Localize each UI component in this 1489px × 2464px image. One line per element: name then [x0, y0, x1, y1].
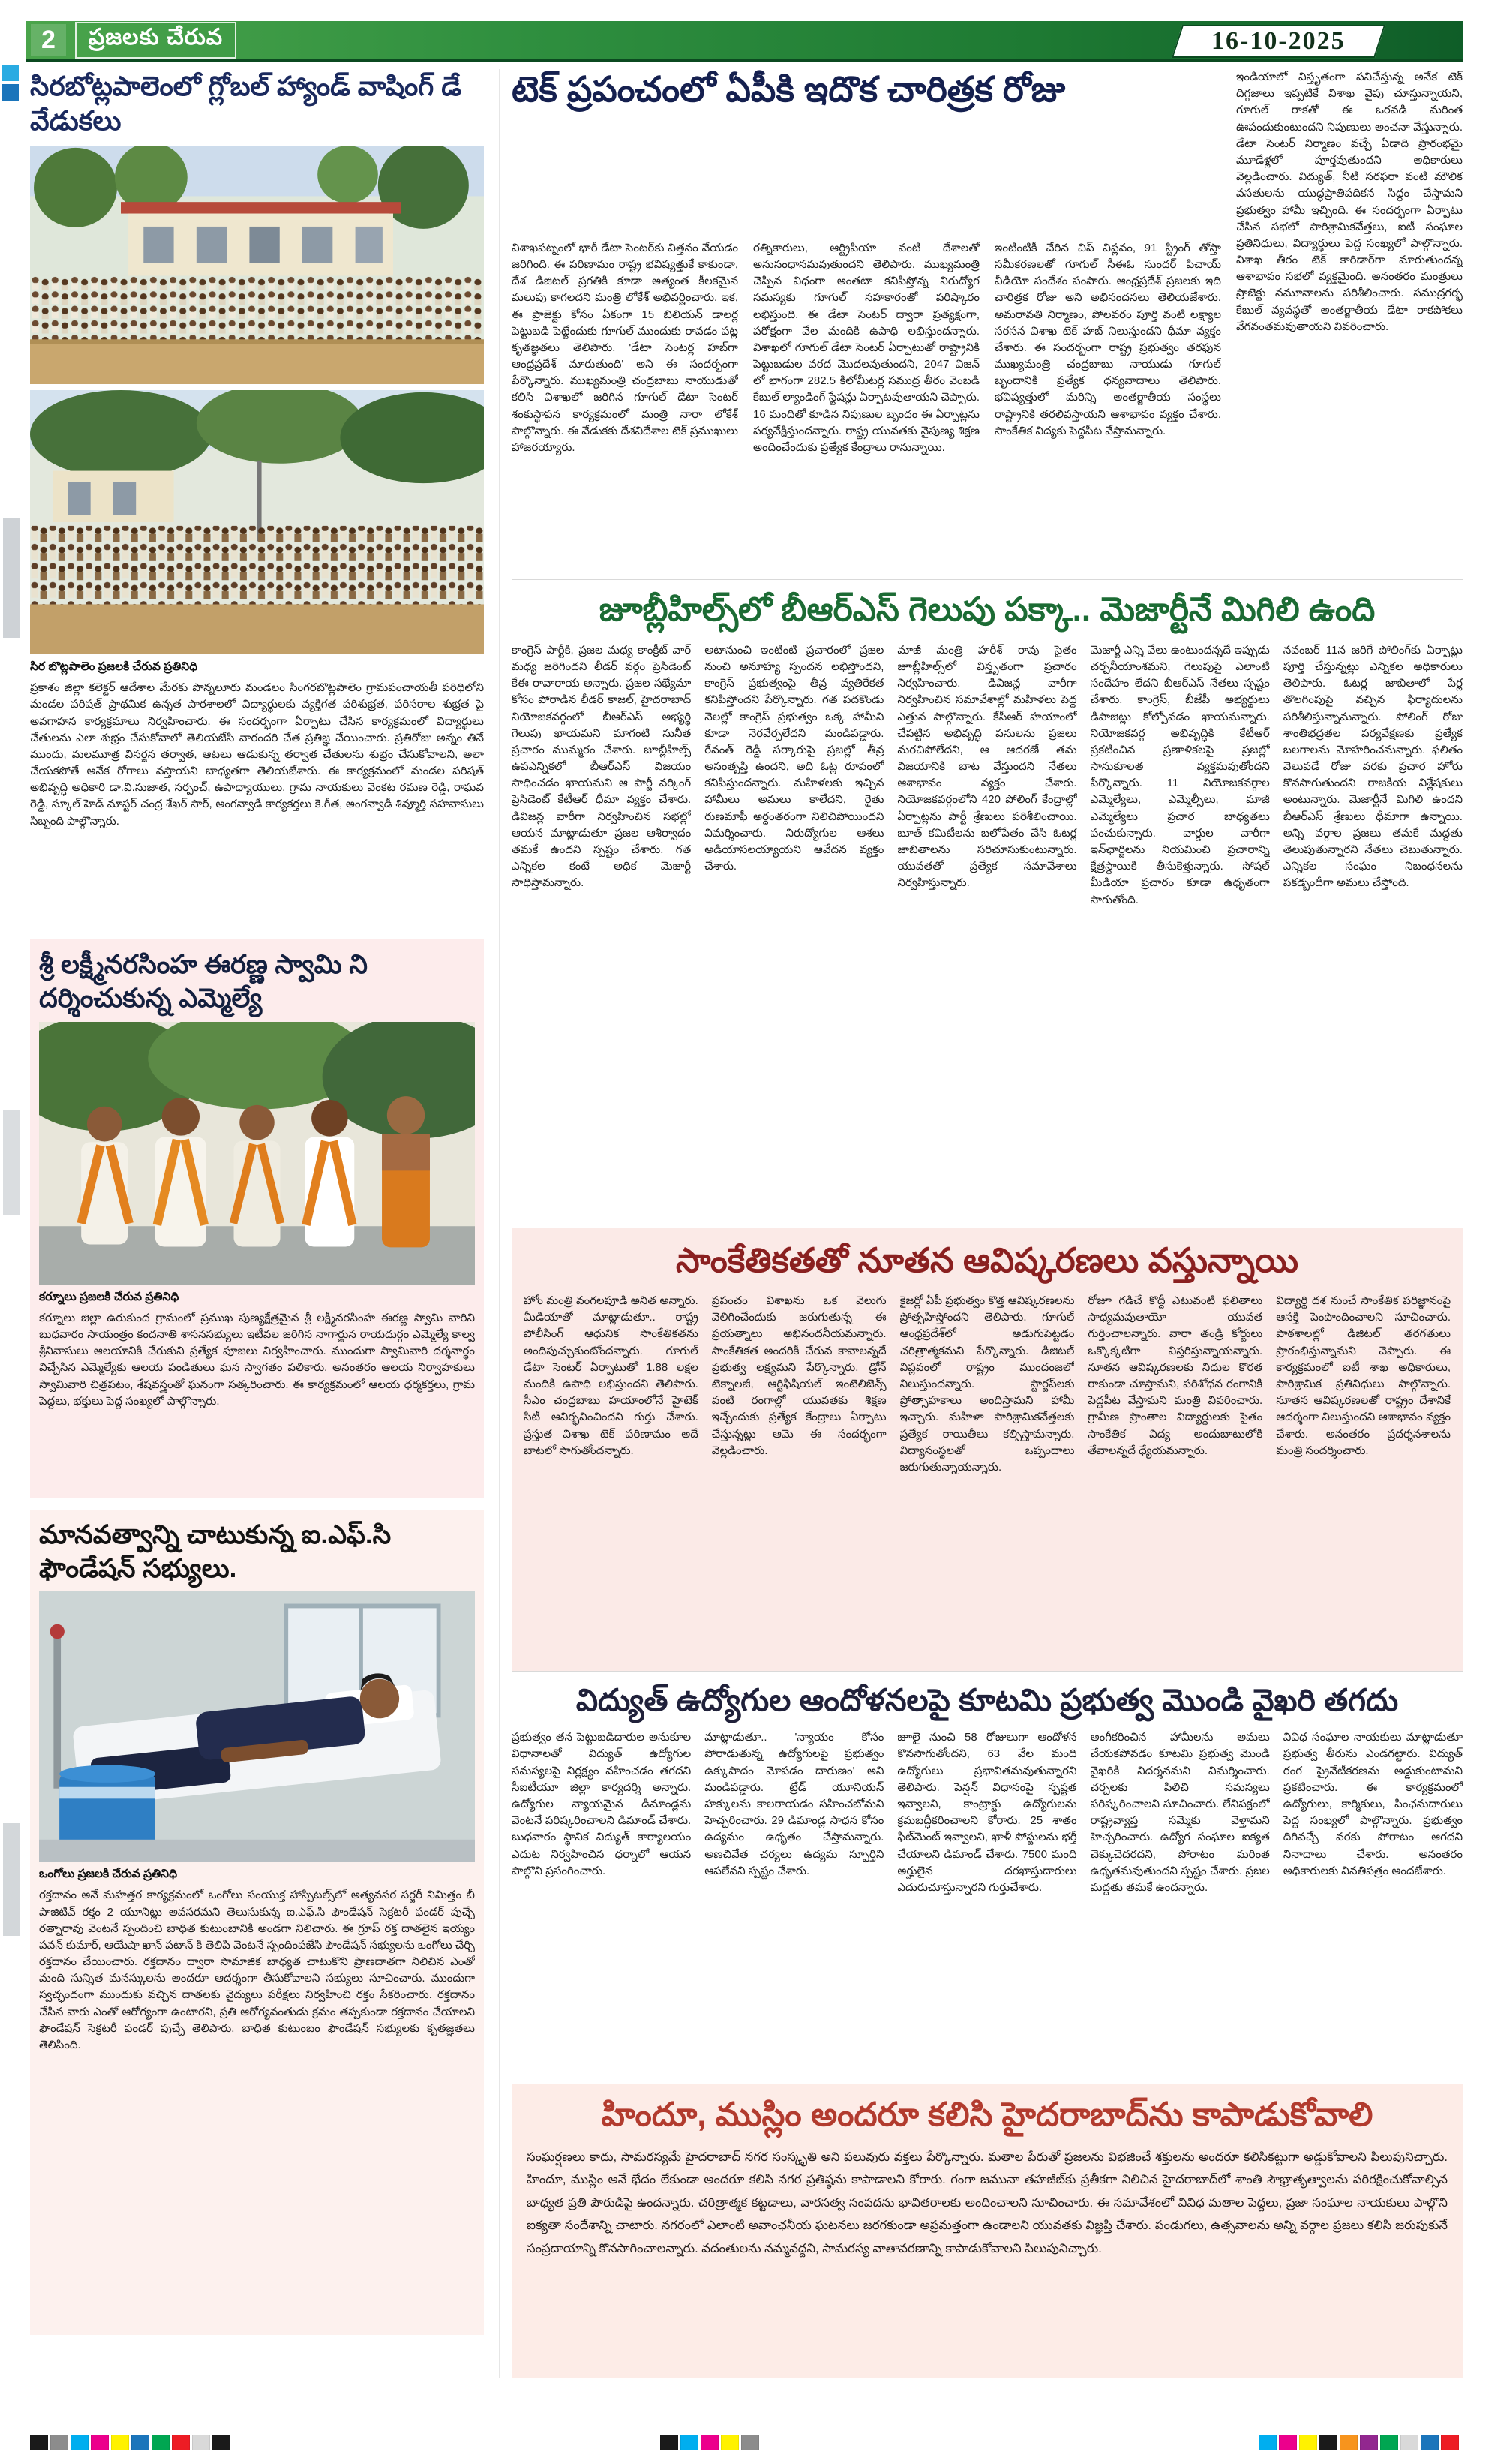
print-color-bar-left — [30, 2435, 230, 2450]
article-handwash-byline: సిర బొట్లపాలెం ప్రజలకి చేరువ ప్రతినిధి — [30, 660, 198, 674]
article-tech-col-2: రత్నికారులు, ఆర్ట్రిపియా వంటి దేశాలతో అనుసంధానమవుతుందని తెలిపారు. ముఖ్యమంత్రి చెప్పిన విధంగా అంతటా కనిపిస్తోన్న నిరుద్యోగ సమస్యకు గూగుల్ సహకారంతో పరిష్కారం లభిస్తుంది. ఈ డేటా సెంటర్ ద్వారా ప్రత్యక్షంగా, పరోక్షంగా వేల మందికి ఉపాధి లభిస్తుందన్నారు. విశాఖలో గూగుల్ డేటా సెంటర్ ఏర్పాటుతో రాష్ట్రానికి పెట్టుబడుల వరద మొదలవుతుందని, 2047 విజన్ లో భాగంగా 282.5 కిలోమీటర్ల సముద్ర తీరం వెంబడి కేబుల్ ల్యాండింగ్ స్టేషన్లు ఏర్పాటవుతాయని చెప్పారు. 16 మందితో కూడిన నిపుణుల బృందం ఈ ఏర్పాట్లను పర్యవేక్షిస్తుందన్నారు. రాష్ట్ర యువతకు నైపుణ్య శిక్షణ అందించేందుకు ప్రత్యేక కేంద్రాలు రానున్నాయి. — [753, 241, 980, 455]
photo-mla-garlands — [39, 1022, 475, 1285]
article-brs-col-5: నవంబర్ 11న జరిగే పోలింగ్‌కు ఏర్పాట్లు పూర్తి చేస్తున్నట్లు ఎన్నికల అధికారులు తెలిపారు. ఓటర్ల జాబితాలో పేర్ల తొలగింపుపై వచ్చిన ఫిర్యాదులను పరిశీలిస్తున్నామన్నారు. పోలింగ్ రోజు శాంతిభద్రతల పర్యవేక్షణకు ప్రత్యేక బలగాలను మోహరించనున్నారు. ఫలితం వెలువడే రోజు వరకు ప్రచార హోరు కొనసాగుతుందని రాజకీయ విశ్లేషకులు అంటున్నారు. మెజార్టీనే మిగిలి ఉందని బీఆర్ఎస్ శ్రేణులు ధీమాగా ఉన్నాయి. అన్ని వర్గాల ప్రజలు తమకే మద్దతు తెలుపుతున్నారని నేతలు చెబుతున్నారు. ఎన్నికల సంఘం నిబంధనలను పకడ్బందీగా అమలు చేస్తోంది. — [1283, 643, 1463, 890]
article-innovation-headline: సాంకేతికతతో నూతన ఆవిష్కరణలు వస్తున్నాయి — [675, 1241, 1298, 1279]
newspaper-masthead: ప్రజలకు చేరువ — [75, 22, 236, 59]
article-hyderabad-headline: హిందూ, ముస్లిం అందరూ కలిసి హైదరాబాద్‌ను కాపాడుకోవాలి — [601, 2096, 1373, 2133]
edge-gray-mark — [3, 1110, 20, 1215]
masthead-bar — [26, 21, 1463, 62]
article-blood-donation — [30, 1510, 484, 2336]
article-hyderabad-unity — [512, 2084, 1463, 2378]
article-blood-headline: మానవత్వాన్ని చాటుకున్న ఐ.ఎఫ్.సి ఫౌండేషన్ సభ్యులు. — [39, 1519, 392, 1583]
article-power — [512, 1671, 1463, 2084]
article-innovation-col-3: కైజర్లో ఏపీ ప్రభుత్వం కొత్త ఆవిష్కరణలను ప్రోత్సహిస్తోందని తెలిపారు. గూగుల్ ఆంధ్రప్రదేశ్‌లో అడుగుపెట్టడం చరిత్రాత్మకమని పేర్కొన్నారు. డిజిటల్ విప్లవంలో రాష్ట్రం ముందంజలో నిలుస్తుందన్నారు. స్టార్టప్‌లకు ప్రోత్సాహకాలు అందిస్తామని హామీ ఇచ్చారు. మహిళా పారిశ్రామికవేత్తలకు ప్రత్యేక రాయితీలు కల్పిస్తామన్నారు. విద్యాసంస్థలతో ఒప్పందాలు జరుగుతున్నాయన్నారు. — [899, 1294, 1075, 1474]
article-hyderabad-body: సంఘర్షణలు కాదు, సామరస్యమే హైదరాబాద్ నగర సంస్కృతి అని పలువురు వక్తలు పేర్కొన్నారు. మతాల పేరుతో ప్రజలను విభజించే శక్తులను అందరూ కలిసికట్టుగా అడ్డుకోవాలని పిలుపునిచ్చారు. హిందూ, ముస్లిం అనే భేదం లేకుండా అందరూ కలిసి నగర ప్రతిష్ఠను కాపాడాలని కోరారు. గంగా జమునా తహజీబ్‌కు ప్రతీకగా నిలిచిన హైదరాబాద్‌లో శాంతి సౌభ్రాతృత్వాలను పరిరక్షించుకోవాల్సిన బాధ్యత ప్రతి పౌరుడిపై ఉందన్నారు. చరిత్రాత్మక కట్టడాలు, వారసత్వ సంపదను భావితరాలకు అందించాలని సూచించారు. ఈ సమావేశంలో వివిధ మతాల పెద్దలు, ప్రజా సంఘాల నాయకులు పాల్గొని ఐక్యతా సందేశాన్ని చాటారు. నగరంలో ఎలాంటి అవాంఛనీయ ఘటనలు జరగకుండా అప్రమత్తంగా ఉండాలని యువతకు విజ్ఞప్తి చేశారు. పండుగలు, ఉత్సవాలను అన్ని వర్గాల ప్రజలు కలిసి జరుపుకునే సంప్రదాయాన్ని కొనసాగించాలన్నారు. వదంతులను నమ్మవద్దని, సామరస్య వాతావరణాన్ని కాపాడుకోవాలని పిలుపునిచ్చారు. — [527, 2150, 1448, 2255]
article-tech-col-4: ఇండియాలో విస్తృతంగా పనిచేస్తున్న అనేక టెక్ దిగ్గజాలు ఇప్పటికే విశాఖ వైపు చూస్తున్నాయని, గూగుల్ రాకతో ఈ ఒరవడి మరింత ఊపందుకుంటుందని నిపుణులు అంచనా వేస్తున్నారు. డేటా సెంటర్ నిర్మాణం వచ్చే ఏడాది ప్రారంభమై మూడేళ్లలో పూర్తవుతుందని అధికారులు వెల్లడించారు. విద్యుత్, నీటి సరఫరా వంటి మౌలిక వసతులను యుద్ధప్రాతిపదికన సిద్ధం చేస్తామని ప్రభుత్వం హామీ ఇచ్చింది. ఈ సందర్భంగా ఏర్పాటు చేసిన సభలో పారిశ్రామికవేత్తలు, ఐటీ సంఘాల ప్రతినిధులు, విద్యార్థులు పెద్ద సంఖ్యలో పాల్గొన్నారు. విశాఖ తీరం టెక్ కారిడార్‌గా మారుతుందన్న ఆశాభావం సభలో వ్యక్తమైంది. అనంతరం మంత్రులు ప్రాజెక్టు నమూనాలను పరిశీలించారు. సముద్రగర్భ కేబుల్ వ్యవస్థతో అంతర్జాతీయ డేటా రాకపోకలు వేగవంతమవుతాయని వివరించారు. — [1236, 71, 1463, 333]
article-temple-body: కర్నూలు జిల్లా ఉరుకుంద గ్రామంలో ప్రముఖ పుణ్యక్షేత్రమైన శ్రీ లక్ష్మీనరసింహ ఈరణ్ణ స్వామి వారిని బుధవారం సాయంత్రం కందనాతి శాసనసభ్యులు ఇటీవల జరిగిన నాగార్జున రాయదుర్గం ఎమ్మెల్యే కాల్వ శ్రీనివాసులు ఆలయానికి చేరుకుని ప్రత్యేక పూజలు నిర్వహించారు. ముందుగా స్వామివారి దర్శనార్థం విచ్చేసిన ఎమ్మెల్యేకు ఆలయ పండితులు ఘన స్వాగతం పలికారు. అనంతరం ఆలయ నిర్వాహకులు స్వామివారి చిత్రపటం, శేషవస్త్రంతో ఘనంగా సత్కరించారు. ఈ కార్యక్రమంలో ఆలయ ధర్మకర్తలు, గ్రామ పెద్దలు, భక్తులు పెద్ద సంఖ్యలో పాల్గొన్నారు. — [39, 1311, 475, 1408]
article-innovation-col-5: విద్యార్థి దశ నుంచే సాంకేతిక పరిజ్ఞానంపై ఆసక్తి పెంపొందించాలని సూచించారు. పాఠశాలల్లో డిజిటల్ తరగతులు ప్రారంభిస్తున్నామని చెప్పారు. ఈ కార్యక్రమంలో ఐటీ శాఖ అధికారులు, పారిశ్రామిక ప్రతినిధులు పాల్గొన్నారు. నూతన ఆవిష్కరణలతో రాష్ట్రం దేశానికే ఆదర్శంగా నిలుస్తుందని ఆశాభావం వ్యక్తం చేశారు. అనంతరం ప్రదర్శనశాలను మంత్రి సందర్శించారు. — [1276, 1294, 1451, 1457]
article-temple-byline: కర్నూలు ప్రజలకి చేరువ ప్రతినిధి — [39, 1290, 179, 1303]
article-power-col-1: ప్రభుత్వం తన పెట్టుబడిదారుల అనుకూల విధానాలతో విద్యుత్ ఉద్యోగుల సమస్యలపై నిర్లక్ష్యం వహించడం తగదని సీఐటీయూ జిల్లా కార్యదర్శి అన్నారు. ఉద్యోగుల న్యాయమైన డిమాండ్లను వెంటనే పరిష్కరించాలని డిమాండ్ చేశారు. బుధవారం స్థానిక విద్యుత్ కార్యాలయం ఎదుట నిర్వహించిన ధర్నాలో ఆయన పాల్గొని ప్రసంగించారు. — [512, 1731, 692, 1877]
photo-school-assembly — [30, 146, 484, 384]
article-innovation — [512, 1228, 1463, 1671]
edge-gray-mark — [3, 518, 20, 638]
article-handwash — [30, 69, 484, 927]
article-blood-body: రక్తదానం అనే మహత్తర కార్యక్రమంలో ఒంగోలు సంయుక్త హాస్పిటల్స్‌లో అత్యవసర సర్జరీ నిమిత్తం బీ పాజిటివ్ రక్తం 2 యూనిట్లు అవసరమని తెలుసుకున్న ఐ.ఎఫ్.సి ఫౌండేషన్ సెక్రటరీ ఫండర్ పుచ్చే రత్నారావు వెంటనే స్పందించి బాధిత కుటుంబానికి అండగా నిలిచారు. ఈ గ్రూప్ రక్త దాతలైన ఇయ్యం పవన్ కుమార్, ఆయేషా ఖాన్ పటాన్ కి తెలిపి వెంటనే స్పందింపజేసి ఫౌండేషన్ సభ్యులను ఒంగోలు చేర్చి రక్తదానం చేయించారు. రక్తదానం ద్వారా సామాజిక బాధ్యత చాటుకొని ప్రాణదాతగా నిలిచిన ఎంతో మంది సున్నిత మనస్కులను అందరూ ఆదర్శంగా తీసుకోవాలని సభ్యులు సూచించారు. ముందుగా స్వచ్ఛందంగా ముందుకు వచ్చిన దాతలకు వైద్యులు పరీక్షలు నిర్వహించి రక్తం సేకరించారు. రక్తదానం చేసిన వారు ఎంతో ఆరోగ్యంగా ఉంటారని, ప్రతి ఆరోగ్యవంతుడు క్రమం తప్పకుండా రక్తదానం చేయాలని ఫౌండేషన్ సెక్రటరీ ఫండర్ పుచ్చే తెలిపారు. బాధిత కుటుంబం ఫౌండేషన్ సభ్యులకు కృతజ్ఞతలు తెలిపింది. — [39, 1889, 475, 2052]
article-temple-visit — [30, 939, 484, 1498]
article-innovation-col-1: హోం మంత్రి వంగలపూడి అనిత అన్నారు. మీడియాతో మాట్లాడుతూ.. రాష్ట్ర పోలీసింగ్ ఆధునిక సాంకేతికతను అందిపుచ్చుకుంటోందన్నారు. గూగుల్ డేటా సెంటర్ ఏర్పాటుతో 1.88 లక్షల మందికి ఉపాధి లభిస్తుందని తెలిపారు. సీఎం చంద్రబాబు హయాంలోనే హైటెక్ సిటీ ఆవిర్భవించిందని గుర్తు చేశారు. ప్రస్తుత విశాఖ టెక్ పరిణామం అదే బాటలో సాగుతోందన్నారు. — [524, 1294, 698, 1457]
print-color-bar-center — [660, 2435, 759, 2450]
article-handwash-body: ప్రకాశం జిల్లా కలెక్టర్ ఆదేశాల మేరకు పొన్నలూరు మండలం సింగరబొట్లపాలెం గ్రామపంచాయతీ పరిధిలోని మండల పరిషత్ ప్రాథమిక ఉన్నత పాఠశాలలో విద్యార్థులకు వ్యక్తిగత పరిశుభ్రత, పరిసరాల శుభ్రత పై అవగాహన కార్యక్రమాలు నిర్వహించారు. ఈ సందర్భంగా ఏర్పాటు చేసిన కార్యక్రమంలో విద్యార్థులు చేతులను ఎలా శుభ్రం చేసుకోవాలో తెలియజేసి వారందరి చేత ప్రతిజ్ఞ చేయించారు. ప్రతిరోజు అన్నం తినే ముందు, మలమూత్ర విసర్జన తర్వాత, ఆటలు ఆడుకున్న తర్వాత చేతులను శుభ్రం చేసుకోవాలని, అలా చేయకపోతే అనేక రోగాలు వస్తాయని బాధ్యతగా తెలియజేశారు. ఈ కార్యక్రమంలో మండల పరిషత్ అభివృద్ధి అధికారి డా.వి.సుజాత, సర్పంచ్, ఉపాధ్యాయులు, గ్రామ నాయకులు వెంకట రమణ రెడ్డి, రాఘవ రెడ్డి, స్కూల్ హెడ్ మాస్టర్ చంద్ర శేఖర్ సార్, అంగన్వాడీ కార్యకర్తలు కె.గీత, అంగన్వాడీ శివ్మూర్తి సహవాసులు సిబ్బంది పాల్గొన్నారు. — [30, 681, 484, 828]
article-brs-col-4: మెజార్టీ ఎన్ని వేలు ఉంటుందన్నదే ఇప్పుడు చర్చనీయాంశమని, గెలుపుపై ఎలాంటి సందేహం లేదని బీఆర్ఎస్ నేతలు స్పష్టం చేశారు. కాంగ్రెస్, బీజేపీ అభ్యర్థులు డిపాజిట్లు కోల్పోవడం ఖాయమన్నారు. నియోజకవర్గ అభివృద్ధికి కేటీఆర్ ప్రకటించిన ప్రణాళికలపై ప్రజల్లో సానుకూలత వ్యక్తమవుతోందని పేర్కొన్నారు. 11 నియోజకవర్గాల ఎమ్మెల్యేలు, ఎమ్మెల్సీలు, మాజీ ఎమ్మెల్యేలు ప్రచార బాధ్యతలు పంచుకున్నారు. వార్డుల వారీగా ఇన్‌ఛార్జిలను నియమించి ప్రచారాన్ని క్షేత్రస్థాయికి తీసుకెళ్తున్నారు. సోషల్ మీడియా ప్రచారం కూడా ఉధృతంగా సాగుతోంది. — [1090, 643, 1270, 906]
edge-color-swatches — [2, 65, 19, 101]
article-brs-col-2: అటానుంచి ఇంటింటి ప్రచారంలో ప్రజల నుంచి అనూహ్య స్పందన లభిస్తోందని, కాంగ్రెస్ ప్రభుత్వంపై తీవ్ర వ్యతిరేకత కనిపిస్తోందని పేర్కొన్నారు. గత పదకొండు నెలల్లో కాంగ్రెస్ ప్రభుత్వం ఒక్క హామీని కూడా నెరవేర్చలేదని మండిపడ్డారు. రేవంత్ రెడ్డి సర్కారుపై ప్రజల్లో తీవ్ర అసంతృప్తి ఉందని, అది ఓట్ల రూపంలో కనిపిస్తుందన్నారు. మహిళలకు ఇచ్చిన హామీలు అమలు కాలేదని, రైతు రుణమాఫీ అర్ధంతరంగా నిలిచిపోయిందని విమర్శించారు. నిరుద్యోగుల ఆశలు అడియాసలయ్యాయని ఆవేదన వ్యక్తం చేశారు. — [704, 643, 884, 873]
article-temple-headline: శ్రీ లక్ష్మీనరసింహ ఈరణ్ణ స్వామి ని దర్శించుకున్న ఎమ్మెల్యే — [39, 950, 368, 1013]
article-power-col-2: మాట్లాడుతూ.. 'న్యాయం కోసం పోరాడుతున్న ఉద్యోగులపై ప్రభుత్వం ఉక్కుపాదం మోపడం దారుణం' అని మండిపడ్డారు. ట్రేడ్ యూనియన్ హక్కులను కాలరాయడం సహించబోమని హెచ్చరించారు. 29 డిమాండ్ల సాధన కోసం ఉద్యమం ఉధృతం చేస్తామన్నారు. అణచివేత చర్యలు ఉద్యమ స్ఫూర్తిని ఆపలేవని స్పష్టం చేశారు. — [704, 1731, 884, 1877]
article-power-col-5: వివిధ సంఘాల నాయకులు మాట్లాడుతూ ప్రభుత్వ తీరును ఎండగట్టారు. విద్యుత్ రంగ ప్రైవేటీకరణను అడ్డుకుంటామని ప్రకటించారు. ఈ కార్యక్రమంలో ఉద్యోగులు, కార్మికులు, పింఛనుదారులు పెద్ద సంఖ్యలో పాల్గొన్నారు. ప్రభుత్వం దిగివచ్చే వరకు పోరాటం ఆగదని నినాదాలు చేశారు. అనంతరం అధికారులకు వినతిపత్రం అందజేశారు. — [1283, 1731, 1463, 1877]
main-column — [499, 69, 1463, 2378]
article-brs — [512, 579, 1463, 1228]
article-blood-byline: ఒంగోలు ప్రజలకి చేరువ ప్రతినిధి — [39, 1868, 178, 1881]
edge-gray-mark — [3, 1823, 20, 1936]
article-brs-headline: జూబ్లీహిల్స్‌లో బీఆర్ఎస్ గెలుపు పక్కా.. మెజార్టీనే మిగిలి ఉంది — [599, 591, 1376, 628]
article-power-col-3: జూలై నుంచి 58 రోజులుగా ఆందోళన కొనసాగుతోందని, 63 వేల మంది ఉద్యోగులు ప్రభావితమవుతున్నారని తెలిపారు. పెన్షన్ విధానంపై స్పష్టత ఇవ్వాలని, కాంట్రాక్టు ఉద్యోగులను క్రమబద్ధీకరించాలని కోరారు. 25 శాతం ఫిట్‌మెంట్ ఇవ్వాలని, ఖాళీ పోస్టులను భర్తీ చేయాలని డిమాండ్ చేశారు. 7500 మంది అర్హులైన దరఖాస్తుదారులు ఎదురుచూస్తున్నారని గుర్తుచేశారు. — [897, 1731, 1077, 1894]
article-tech-headline: టెక్ ప్రపంచంలో ఏపీకి ఇదొక చారిత్రక రోజు — [512, 69, 1066, 109]
article-tech — [512, 69, 1463, 579]
left-column — [30, 69, 484, 2335]
print-color-bar-right — [1259, 2435, 1459, 2450]
article-handwash-headline: సిరబోట్లపాలెంలో గ్లోబల్ హ్యాండ్ వాషింగ్ డే వేడుకలు — [30, 71, 461, 137]
photo-students-lineup — [30, 390, 484, 654]
article-innovation-col-2: ప్రపంచం విశాఖను ఒక వెలుగు వెలిగించేందుకు జరుగుతున్న ఈ ప్రయత్నాలు అభినందనీయమన్నారు. సాంకేతికత అందరికీ చేరువ కావాలన్నదే ప్రభుత్వ లక్ష్యమని పేర్కొన్నారు. డ్రోన్ టెక్నాలజీ, ఆర్టిఫిషియల్ ఇంటెలిజెన్స్ వంటి రంగాల్లో యువతకు శిక్షణ ఇచ్చేందుకు ప్రత్యేక కేంద్రాలు ఏర్పాటు చేస్తున్నట్లు ఆమె ఈ సందర్భంగా వెల్లడించారు. — [711, 1294, 887, 1457]
article-tech-col-3: ఇంటింటికీ చేరిన చిప్ విప్లవం, 91 స్ట్రింగ్ తోస్తా సమీకరణలతో గూగుల్ సీఈఓ సుందర్ పిచాయ్ వీడియో సందేశం పంపారు. ఆంధ్రప్రదేశ్ ప్రజలకు ఇది చారిత్రక రోజు అని అభినందనలు తెలియజేశారు. అమరావతి నిర్మాణం, పోలవరం పూర్తి వంటి లక్ష్యాల సరసన విశాఖ టెక్ హబ్ నిలుస్తుందని ధీమా వ్యక్తం చేశారు. ఈ సందర్భంగా రాష్ట్ర ప్రభుత్వం తరఫున ముఖ్యమంత్రి చంద్రబాబు నాయుడు గూగుల్ బృందానికి ప్రత్యేక ధన్యవాదాలు తెలిపారు. భవిష్యత్తులో మరిన్ని అంతర్జాతీయ సంస్థలు రాష్ట్రానికి తరలివస్తాయని ఆశాభావం వ్యక్తం చేశారు. సాంకేతిక విద్యకు పెద్దపీట వేస్తామన్నారు. — [995, 241, 1221, 437]
article-power-col-4: అంగీకరించిన హామీలను అమలు చేయకపోవడం కూటమి ప్రభుత్వ మొండి వైఖరికి నిదర్శనమని విమర్శించారు. చర్చలకు పిలిచి సమస్యలు పరిష్కరించాలని సూచించారు. లేనిపక్షంలో రాష్ట్రవ్యాప్త సమ్మెకు వెళ్తామని హెచ్చరించారు. ఉద్యోగ సంఘాల ఐక్యత చెక్కుచెదరదని, పోరాటం మరింత ఉధృతమవుతుందని స్పష్టం చేశారు. ప్రజల మద్దతు తమకే ఉందన్నారు. — [1090, 1731, 1270, 1894]
article-brs-col-3: మాజీ మంత్రి హరీశ్ రావు సైతం జూబ్లీహిల్స్‌లో విస్తృతంగా ప్రచారం నిర్వహించారు. డివిజన్ల వారీగా నిర్వహించిన సమావేశాల్లో మహిళలు పెద్ద ఎత్తున పాల్గొన్నారు. కేసీఆర్ హయాంలో చేపట్టిన అభివృద్ధి పనులను ప్రజలు మరచిపోలేదని, ఆ ఆదరణే తమ విజయానికి బాట వేస్తుందని నేతలు ఆశాభావం వ్యక్తం చేశారు. నియోజకవర్గంలోని 420 పోలింగ్ కేంద్రాల్లో ఏర్పాట్లను పార్టీ శ్రేణులు పరిశీలించాయి. బూత్ కమిటీలను బలోపేతం చేసి ఓటర్ల జాబితాలను సరిచూసుకుంటున్నారు. యువతతో ప్రత్యేక సమావేశాలు నిర్వహిస్తున్నారు. — [897, 643, 1077, 890]
photo-blood-donor — [39, 1591, 475, 1862]
date-box — [1172, 25, 1385, 58]
page-number: 2 — [31, 24, 66, 56]
article-tech-col-1: విశాఖపట్నంలో భారీ డేటా సెంటర్‌కు విత్తనం వేయడం జరిగింది. ఈ పరిణామం రాష్ట్ర భవిష్యత్తుకే కాకుండా, దేశ డిజిటల్ ప్రగతికి కూడా అత్యంత కీలకమైన మలుపు కాగలదని మంత్రి లోకేశ్ అభివర్ణించారు. ఇక, ఈ ప్రాజెక్టు కోసం ఏకంగా 15 బిలియన్ డాలర్ల పెట్టుబడి పెట్టేందుకు గూగుల్ ముందుకు రావడం పట్ల కృతజ్ఞతలు తెలిపారు. 'డేటా సెంటర్ల హబ్‌గా ఆంధ్రప్రదేశ్ మారుతుంది' అని ఈ సందర్భంగా పేర్కొన్నారు. ముఖ్యమంత్రి చంద్రబాబు నాయుడుతో కలిసి విశాఖలో జరిగిన గూగుల్ డేటా సెంటర్ శంకుస్థాపన కార్యక్రమంలో మంత్రి నారా లోకేశ్ పాల్గొన్నారు. ఈ వేడుకకు దేశవిదేశాల టెక్ ప్రముఖులు హాజరయ్యారు. — [512, 241, 738, 455]
article-power-headline: విద్యుత్ ఉద్యోగుల ఆందోళనలపై కూటమి ప్రభుత్వ మొండి వైఖరి తగదు — [575, 1683, 1399, 1717]
article-innovation-col-4: రోజూ గడిచే కొద్దీ ఎటువంటి ఫలితాలు సాధ్యమవుతాయో యువత గుర్తించాలన్నారు. వారా తండ్రి కోర్టులు ఒక్కొక్కటిగా విస్తరిస్తున్నాయన్నారు. నూతన ఆవిష్కరణలకు నిధుల కొరత రాకుండా చూస్తామని, పరిశోధన రంగానికి పెద్దపీట వేస్తామని మంత్రి వివరించారు. గ్రామీణ ప్రాంతాల విద్యార్థులకు సైతం సాంకేతిక విద్య అందుబాటులోకి తేవాలన్నదే ధ్యేయమన్నారు. — [1088, 1294, 1263, 1457]
article-brs-col-1: కాంగ్రెస్ పార్టీకి, ప్రజల మధ్య కాంక్రీట్ వార్ మధ్య జరిగిందని లీడర్ వర్గం ప్రెసిడెంట్ కేఈ రావారాయ అన్నారు. ప్రజల సభ్యేమా కోసం పోరాడిన లీడర్ కాజల్, హైదరాబాద్ నియోజకవర్గంలో బీఆర్ఎస్ అభ్యర్థి గెలుపు ఖాయమని మాగంటి సునీత ప్రచారం ముమ్మరం చేశారు. జూబ్లీహిల్స్ ఉపఎన్నికలో బీఆర్ఎస్ విజయం సాధించడం ఖాయమని ఆ పార్టీ వర్కింగ్ ప్రెసిడెంట్ కేటీఆర్ ధీమా వ్యక్తం చేశారు. డివిజన్ల వారీగా నిర్వహించిన సభల్లో ఆయన మాట్లాడుతూ ప్రజల ఆశీర్వాదం తమకే ఉందని స్పష్టం చేశారు. గత ఎన్నికల కంటే అధిక మెజార్టీ సాధిస్తామన్నారు. — [512, 643, 692, 890]
print-calibration-strip — [0, 0, 23, 2464]
issue-date: 16-10-2025 — [1211, 27, 1346, 55]
